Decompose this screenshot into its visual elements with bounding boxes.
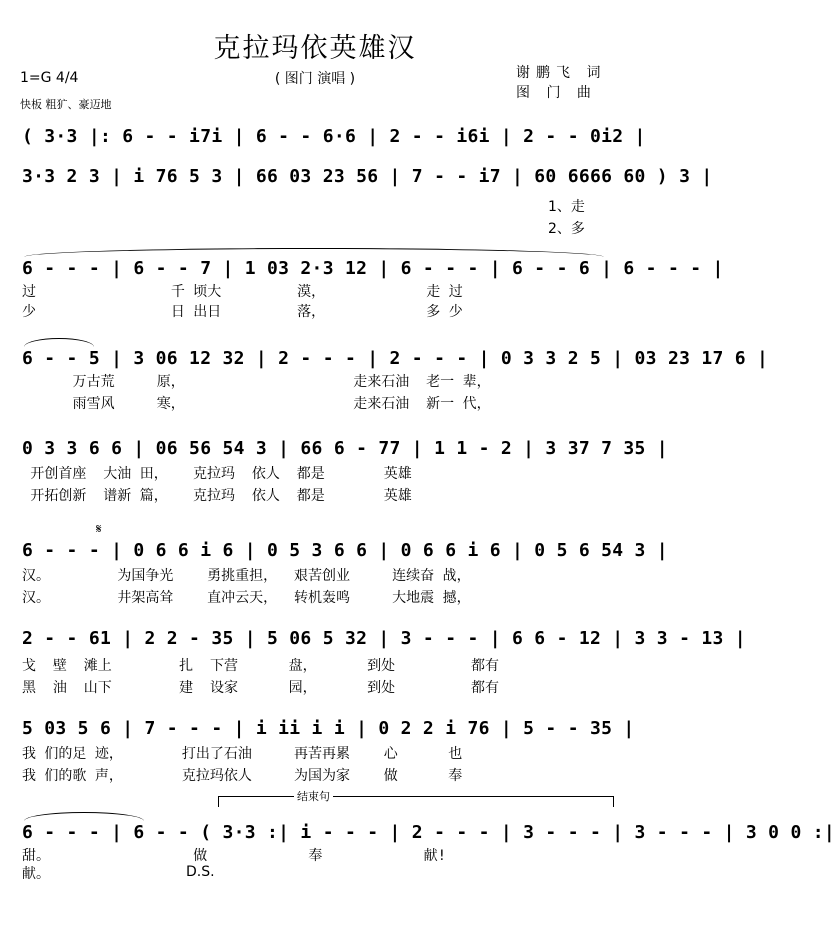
verse-marker-2: 2、多 — [548, 221, 585, 237]
lyricist-credit: 谢鹏飞 词 — [516, 65, 607, 81]
lyric-row-7-verse-1: 戈 壁 滩上 扎 下营 盘， 到处 都有 — [22, 658, 500, 674]
lyric-row-3-verse-2: 少 日 出日 落， 多 少 — [22, 304, 463, 320]
lyric-row-7-verse-2: 黑 油 山下 建 设家 园， 到处 都有 — [22, 680, 500, 696]
notation-row-2: 3·3 2 3 | i 76 5 3 | 66 03 23 56 | 7 - - i7 | 60 6666 60 ) 3 | — [22, 166, 713, 187]
notation-row-8: 5 03 5 6 | 7 - - - | i ii i i | 0 2 2 i 76 | 5 - - 35 | — [22, 718, 635, 739]
dal-segno-mark: D.S. — [186, 864, 215, 880]
lyric-row-5-verse-1: 开创首座 大油 田， 克拉玛 依人 都是 英雄 — [22, 466, 412, 482]
composer-credit: 图 门 曲 — [516, 85, 597, 101]
lyric-row-9-verse-2: 献。 — [22, 866, 50, 882]
lyric-row-9-verse-1: 甜。 做 奉 献! — [22, 848, 447, 864]
notation-row-4: 6 - - 5 | 3 06 12 32 | 2 - - - | 2 - - - | 0 3 3 2 5 | 03 23 17 6 | — [22, 348, 769, 369]
tie-arc — [24, 812, 144, 821]
lyric-row-3-verse-1: 过 千 顷大 漠， 走 过 — [22, 284, 463, 300]
lyric-row-5-verse-2: 开拓创新 谱新 篇， 克拉玛 依人 都是 英雄 — [22, 488, 412, 504]
notation-row-3: 6 - - - | 6 - - 7 | 1 03 2·3 12 | 6 - - - | 6 - - 6 | 6 - - - | — [22, 258, 724, 279]
lyric-row-8-verse-1: 我 们的足 迹， 打出了石油 再苦再累 心 也 — [22, 746, 463, 762]
lyric-row-4-verse-1: 万古荒 原， 走来石油 老一 辈， — [22, 374, 491, 390]
lyric-row-6-verse-2: 汉。 井架高耸 直冲云天， 转机轰鸣 大地震 撼， — [22, 590, 471, 606]
tie-arc — [24, 248, 604, 257]
segno-sign: 𝄋 — [96, 522, 102, 537]
notation-row-6: 6 - - - | 0 6 6 i 6 | 0 5 3 6 6 | 0 6 6 i 6 | 0 5 6 54 3 | — [22, 540, 668, 561]
notation-row-7: 2 - - 61 | 2 2 - 35 | 5 06 5 32 | 3 - - - | 6 6 - 12 | 3 3 - 13 | — [22, 628, 746, 649]
verse-marker-1: 1、走 — [548, 199, 585, 215]
lyric-row-8-verse-2: 我 们的歌 声， 克拉玛依人 为国为家 做 奉 — [22, 768, 463, 784]
notation-row-9: 6 - - - | 6 - - ( 3·3 :| i - - - | 2 - - - | 3 - - - | 3 - - - | 3 0 0 :| — [22, 822, 835, 843]
tie-arc — [24, 338, 94, 347]
notation-row-1: ( 3·3 |: 6 - - i7i | 6 - - 6·6 | 2 - - i6i | 2 - - 0i2 | — [22, 126, 646, 147]
ending-label: 结束句 — [294, 788, 333, 804]
tempo-marking: 快板 粗犷、豪迈地 — [20, 98, 112, 111]
performer-subtitle: ( 图门 演唱 ) — [274, 71, 356, 87]
notation-row-5: 0 3 3 6 6 | 06 56 54 3 | 66 6 - 77 | 1 1 - 2 | 3 37 7 35 | — [22, 438, 668, 459]
lyric-row-6-verse-1: 汉。 为国争光 勇挑重担， 艰苦创业 连续奋 战， — [22, 568, 471, 584]
lyric-row-4-verse-2: 雨雪风 寒， 走来石油 新一 代， — [22, 396, 491, 412]
song-title: 克拉玛依英雄汉 — [213, 33, 417, 64]
ending-bracket — [218, 796, 614, 807]
key-signature: 1=G 4/4 — [20, 70, 79, 86]
